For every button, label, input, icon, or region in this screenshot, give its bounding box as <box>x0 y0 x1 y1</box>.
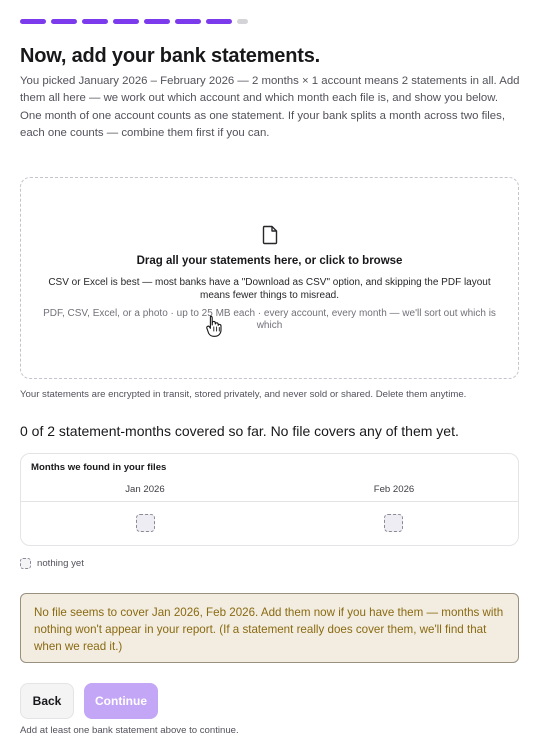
progress-segment-pending <box>237 19 248 24</box>
month-column-header: Jan 2026 <box>125 484 165 495</box>
card-title: Months we found in your files <box>31 462 167 473</box>
statement-dropzone[interactable] <box>20 177 519 379</box>
intro-paragraph: You picked January 2026 – February 2026 — 2 months × 1 account means 2 statements in all. Add them all here — we work out which account and which month each file is, and show you below. <box>20 75 520 104</box>
legend-label: nothing yet <box>37 558 84 569</box>
months-found-card <box>20 453 519 546</box>
month-status-cell <box>136 514 155 532</box>
progress-segment-complete <box>51 19 77 24</box>
progress-segment-complete <box>82 19 108 24</box>
back-button[interactable]: Back <box>20 683 74 719</box>
month-status-cell <box>384 514 403 532</box>
page-title: Now, add your bank statements. <box>20 45 320 67</box>
month-column-header: Feb 2026 <box>373 484 415 495</box>
dropzone-fine-print: PDF, CSV, Excel, or a photo · up to 25 MB each · every account, every month — we'll sort out which is which <box>43 308 496 331</box>
intro-text <box>20 73 520 142</box>
progress-segment-complete <box>113 19 139 24</box>
legend-swatch <box>20 558 31 569</box>
continue-button[interactable]: Continue <box>84 683 158 719</box>
progress-segment-complete <box>175 19 201 24</box>
intro-paragraph: One month of one account counts as one statement. If your bank splits a month across two files, each one counts — combine them first if you can. <box>20 110 505 139</box>
missing-months-warning: No file seems to cover Jan 2026, Feb 2026. Add them now if you have them — months with nothing won't appear in your report. (If a statement really does cover them, we'll find that when we read it.) <box>20 593 519 663</box>
status-legend <box>20 558 84 569</box>
coverage-summary: 0 of 2 statement-months covered so far. No file covers any of them yet. <box>20 423 459 439</box>
progress-segment-complete <box>206 19 232 24</box>
progress-segment-complete <box>144 19 170 24</box>
privacy-note: Your statements are encrypted in transit, stored privately, and never sold or shared. Delete them anytime. <box>20 389 467 400</box>
hand-pointer-icon <box>204 314 224 338</box>
dropzone-title: Drag all your statements here, or click to browse <box>136 255 403 267</box>
step-progress <box>20 19 248 24</box>
divider <box>21 501 518 502</box>
continue-hint: Add at least one bank statement above to continue. <box>20 725 239 736</box>
file-icon <box>261 225 279 245</box>
progress-segment-complete <box>20 19 46 24</box>
dropzone-subtitle: CSV or Excel is best — most banks have a "Download as CSV" option, and skipping the PDF layout means fewer things to misread. <box>48 277 491 301</box>
